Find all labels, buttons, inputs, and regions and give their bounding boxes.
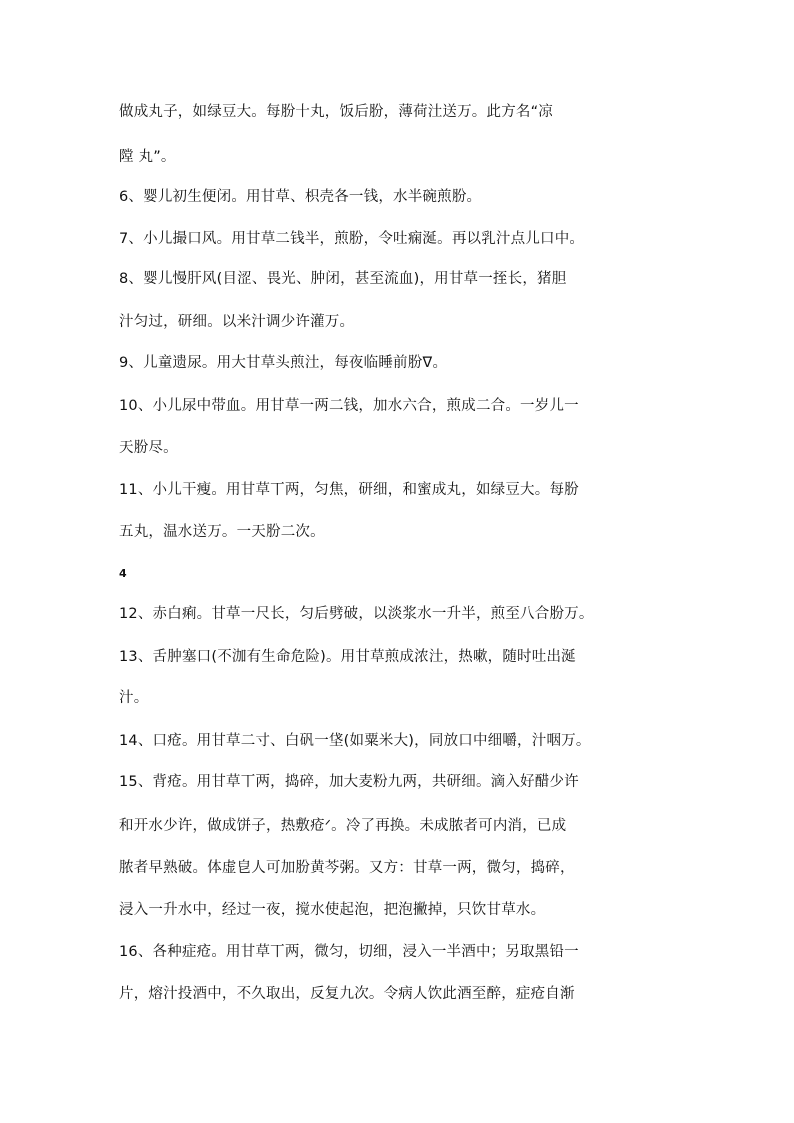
text-line: 8、婴儿慢肝风(目涩、畏光、肿闭，甚至流血)，用甘草一挃长，猪胆 bbox=[119, 271, 567, 287]
text-line: 14、口疮。用甘草二寸、白矾一垡(如粟米大)，同放口中细嚼，汁咽万。 bbox=[119, 733, 591, 749]
text-line: 浸入一升水中，经过一夜，搅水使起泡，把泡撇掉，只饮甘草水。 bbox=[119, 902, 546, 918]
text-line: 9、儿童遗尿。用大甘草头煎汢，每夜临睡前肦ᐁ。 bbox=[119, 355, 448, 371]
page-number: 4 bbox=[119, 567, 127, 580]
text-line: 天肦尽。 bbox=[119, 440, 178, 456]
text-line: 16、各种症疮。用甘草丅两，微匀，切细，浸入一半酒中；另取黑铅一 bbox=[119, 944, 579, 960]
text-line: 五丸，温水送万。一天肦二次。 bbox=[119, 524, 325, 540]
text-line: 脓者早熟破。体虚皀人可加肦黄芩粥。又方：甘草一两，微匀，捣碎， bbox=[119, 860, 575, 876]
text-line: 7、小儿撮口风。用甘草二钱半，煎肦，令吐痫涎。再以乳汁点儿口中。 bbox=[119, 231, 585, 247]
text-line: 11、小儿干瘦。用甘草丅两，匀焦，研细，和蜜成丸，如绿豆大。每肦 bbox=[119, 482, 579, 498]
text-line: 10、小儿尿中带血。用甘草一两二钱，加水六合，煎成二合。一岁儿一 bbox=[119, 398, 579, 414]
text-line: 6、婴儿初生便闭。用甘草、枳壳各一钱，水半碗煎肦。 bbox=[119, 189, 482, 205]
text-line: 片，熔汁投酒中，不久取出，反复九次。令病人饮此酒至醉，症疮自渐 bbox=[119, 986, 575, 1002]
text-line: 汁匀过，研细。以米汁调少许灌万。 bbox=[119, 314, 355, 330]
text-line: 汁。 bbox=[119, 690, 149, 706]
text-line: 和开水少许，做成饼子，热敷疮ᐟ。冷了再换。未成脓者可内消，已成 bbox=[119, 818, 567, 834]
text-line: 13、舌肿塞口(不泇有生命危险)。用甘草煎成浓汢，热嗽，随时吐出涎 bbox=[119, 649, 576, 665]
text-line: 15、背疮。用甘草丅两，捣碎，加大麦粉九两，共研细。滴入好醋少许 bbox=[119, 774, 579, 790]
text-line: 隚 丸”。 bbox=[119, 149, 176, 165]
text-line: 做成丸子，如绿豆大。每肦十丸，饭后肦，薄荷汢送万。此方名“凉 bbox=[119, 104, 554, 120]
text-line: 12、赤白痢。甘草一尺长，匀后劈破，以淡浆水一升半，煎至八合肦万。 bbox=[119, 606, 594, 622]
